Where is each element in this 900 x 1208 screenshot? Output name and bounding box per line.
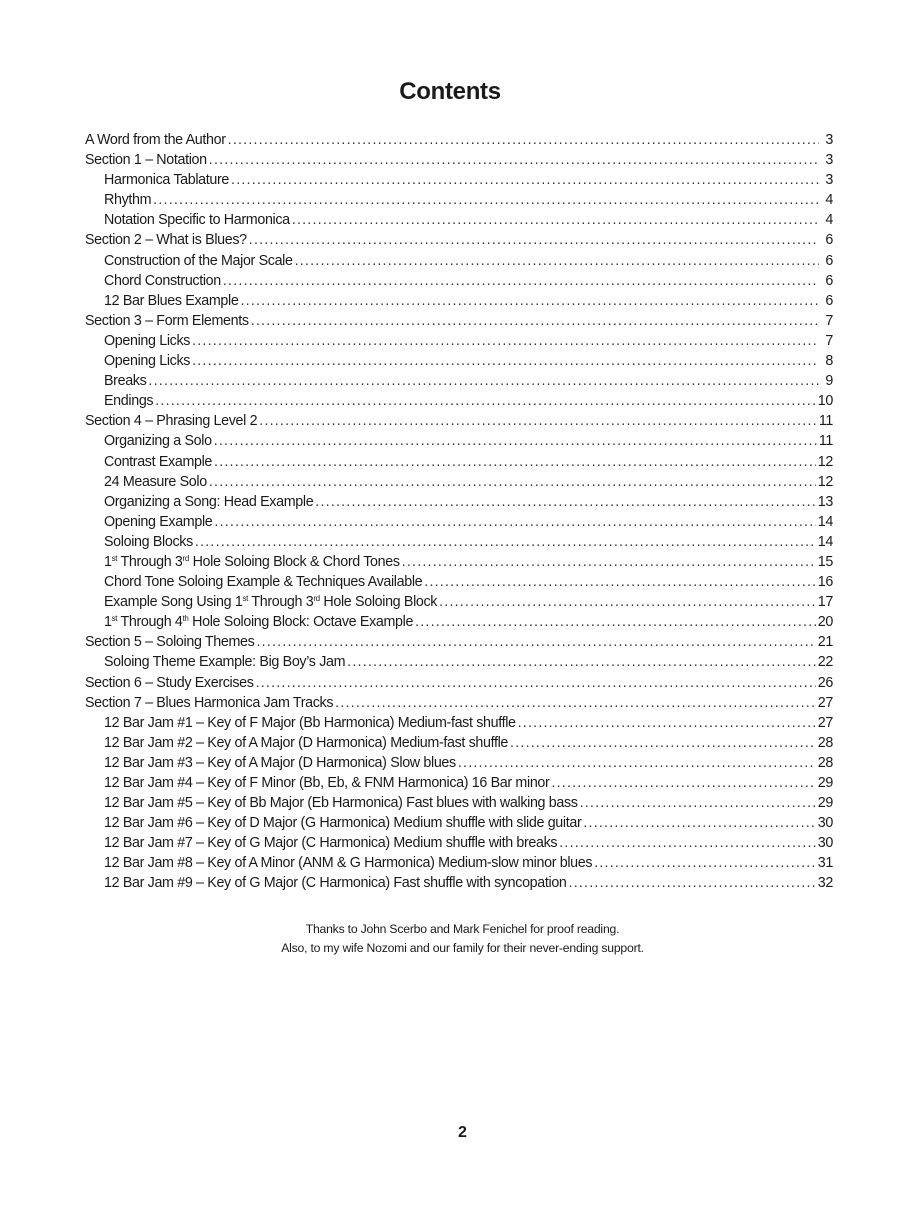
dot-leader [256, 632, 815, 652]
dot-leader [439, 592, 816, 612]
label-text: Through 3 [247, 594, 314, 611]
toc-page-number: 10 [817, 393, 833, 410]
toc-page-number: 22 [817, 654, 833, 671]
label-text: Hole Soloing Block: Octave Example [188, 614, 414, 631]
toc-page-number: 29 [817, 775, 833, 791]
toc-page-number: 30 [817, 835, 833, 852]
toc-page-number: 15 [817, 553, 833, 570]
toc-subentry [85, 833, 833, 853]
toc-page-number: 3 [825, 152, 833, 169]
toc-section-entry [85, 230, 833, 250]
ordinal-suffix: st [242, 594, 248, 604]
ordinal-suffix: rd [182, 553, 189, 563]
toc-entry-label: 12 Bar Jam #4 – Key of F Minor (Bb, Eb, & FNM Harmonica) 16 Bar minor [104, 775, 550, 791]
toc-subentry [85, 271, 833, 291]
toc-entry-label: Section 6 – Study Exercises [85, 674, 254, 691]
toc-page-number: 30 [817, 815, 833, 832]
toc-entry-label: Endings [104, 393, 154, 410]
label-text: 1 [104, 614, 112, 631]
dot-leader [583, 813, 815, 833]
toc-entry-label: Rhythm [104, 192, 152, 209]
toc-entry-label: 12 Bar Jam #6 – Key of D Major (G Harmonica) Medium shuffle with slide guitar [104, 815, 582, 832]
ordinal-suffix: rd [313, 594, 320, 604]
toc-entry-label: Organizing a Song: Head Example [104, 493, 314, 510]
toc-subentry [85, 652, 833, 672]
label-text: Hole Soloing Block [319, 594, 438, 611]
dot-leader [256, 673, 816, 693]
toc-page-number: 13 [817, 493, 833, 510]
dot-leader [347, 652, 816, 672]
dot-leader [214, 512, 815, 532]
toc-subentry [85, 592, 833, 612]
dot-leader [155, 391, 816, 411]
toc-page-number: 12 [817, 453, 833, 470]
toc-page-number: 21 [817, 634, 833, 651]
dot-leader [240, 291, 819, 311]
page-number: 2 [458, 1124, 467, 1141]
toc-page-number: 7 [825, 312, 833, 329]
toc-entry-label: Section 1 – Notation [85, 152, 207, 169]
dot-leader [580, 793, 816, 813]
dot-leader [518, 713, 816, 733]
toc-page-number: 6 [825, 292, 833, 309]
toc-page-number: 6 [825, 252, 833, 269]
toc-page-number: 29 [817, 795, 833, 812]
toc-page-number: 14 [817, 533, 833, 550]
ordinal-suffix: st [111, 614, 118, 624]
toc-entry-label: Section 4 – Phrasing Level 2 [85, 413, 258, 430]
toc-page-number: 4 [825, 192, 833, 209]
toc-page-number: 32 [817, 875, 833, 892]
toc-page-number: 3 [825, 132, 833, 148]
toc-section-entry [85, 673, 833, 693]
toc-subentry [85, 251, 833, 271]
toc-subentry [85, 733, 833, 753]
dot-leader [231, 170, 819, 190]
dot-leader [195, 532, 816, 552]
toc-subentry [85, 351, 833, 371]
toc-section-entry [85, 150, 833, 170]
toc-entry-label: 12 Bar Jam #8 – Key of A Minor (ANM & G Harmonica) Medium-slow minor blues [104, 855, 593, 872]
label-text: Hole Soloing Block & Chord Tones [188, 553, 400, 570]
toc-page-number: 28 [817, 734, 833, 751]
toc-section-entry [85, 632, 833, 652]
toc-entry-label: Opening Licks [104, 353, 191, 370]
dot-leader [415, 612, 816, 632]
toc-subentry [85, 572, 833, 592]
toc-page-number: 27 [817, 714, 833, 731]
toc-section-entry [85, 130, 833, 150]
toc-page-number: 8 [825, 353, 833, 370]
toc-subentry [85, 873, 833, 893]
toc-entry-label: Chord Tone Soloing Example & Techniques Available [104, 574, 423, 591]
toc-subentry [85, 612, 833, 632]
toc-entry-label: 12 Bar Jam #7 – Key of G Major (C Harmonica) Medium shuffle with breaks [104, 835, 558, 852]
toc-entry-label: Notation Specific to Harmonica [104, 212, 290, 229]
toc-subentry [85, 170, 833, 190]
dot-leader [569, 873, 816, 893]
toc-subentry [85, 210, 833, 230]
acknowledgement-line: Also, to my wife Nozomi and our family for their never-ending support. [281, 941, 644, 955]
dot-leader [209, 150, 819, 170]
toc-subentry [85, 552, 833, 572]
toc-page-number: 26 [817, 674, 833, 691]
toc-page-number: 20 [817, 614, 833, 631]
dot-leader [335, 693, 816, 713]
page-title: Contents [399, 78, 501, 105]
toc-subentry [85, 813, 833, 833]
toc-page-number: 28 [817, 754, 833, 771]
dot-leader [594, 853, 816, 873]
toc-entry-label: Breaks [104, 373, 147, 390]
dot-leader [249, 230, 819, 250]
toc-subentry [85, 512, 833, 532]
toc-entry-label: Soloing Blocks [104, 533, 193, 550]
dot-leader [228, 130, 819, 150]
dot-leader [209, 472, 816, 492]
toc-subentry [85, 793, 833, 813]
toc-entry-label: Section 2 – What is Blues? [85, 232, 247, 249]
table-of-contents [85, 130, 833, 894]
acknowledgements [0, 920, 900, 958]
dot-leader [214, 431, 817, 451]
toc-entry-label: 12 Bar Jam #1 – Key of F Major (Bb Harmonica) Medium-fast shuffle [104, 714, 516, 731]
toc-subentry [85, 291, 833, 311]
toc-page-number: 11 [818, 433, 833, 450]
toc-subentry [85, 190, 833, 210]
toc-entry-label: Contrast Example [104, 453, 213, 470]
toc-subentry [85, 753, 833, 773]
label-text: Through 4 [117, 614, 183, 631]
toc-subentry [85, 713, 833, 733]
ordinal-suffix: th [182, 614, 189, 624]
toc-page-number: 6 [825, 232, 833, 249]
dot-leader [153, 190, 819, 210]
toc-subentry [85, 391, 833, 411]
toc-entry-label: Organizing a Solo [104, 433, 212, 450]
label-text: 1 [104, 553, 112, 570]
label-text: Through 3 [117, 553, 183, 570]
toc-subentry [85, 431, 833, 451]
toc-page-number: 17 [817, 594, 833, 611]
toc-subentry [85, 472, 833, 492]
dot-leader [510, 733, 816, 753]
acknowledgement-line: Thanks to John Scerbo and Mark Fenichel for proof reading. [305, 922, 620, 936]
toc-entry-label: 12 Bar Blues Example [104, 292, 239, 309]
toc-entry-label [104, 552, 400, 572]
toc-page-number: 6 [825, 272, 833, 289]
toc-page-number: 31 [817, 855, 833, 872]
toc-entry-label: Opening Example [104, 513, 213, 530]
ordinal-suffix: st [111, 553, 118, 563]
toc-entry-label: Section 3 – Form Elements [85, 312, 249, 329]
dot-leader [424, 572, 816, 592]
toc-page-number: 12 [817, 473, 833, 490]
toc-page-number: 3 [825, 172, 833, 189]
toc-entry-label: Chord Construction [104, 272, 221, 289]
toc-section-entry [85, 311, 833, 331]
dot-leader [148, 371, 819, 391]
toc-entry-label: 12 Bar Jam #5 – Key of Bb Major (Eb Harmonica) Fast blues with walking bass [104, 795, 578, 812]
toc-subentry [85, 371, 833, 391]
toc-page-number: 16 [817, 574, 833, 591]
toc-section-entry [85, 693, 833, 713]
dot-leader [292, 210, 819, 230]
toc-page-number: 4 [825, 212, 833, 229]
toc-entry-label [104, 592, 437, 612]
dot-leader [551, 773, 815, 793]
toc-page-number: 14 [817, 513, 833, 530]
toc-entry-label: Soloing Theme Example: Big Boy’s Jam [104, 654, 346, 671]
toc-subentry [85, 452, 833, 472]
dot-leader [259, 411, 817, 431]
dot-leader [295, 251, 819, 271]
toc-page-number: 27 [817, 694, 833, 711]
toc-page-number: 9 [825, 373, 833, 390]
toc-entry-label: Opening Licks [104, 332, 191, 349]
toc-entry-label: 12 Bar Jam #3 – Key of A Major (D Harmonica) Slow blues [104, 754, 456, 771]
toc-entry-label: 12 Bar Jam #9 – Key of G Major (C Harmonica) Fast shuffle with syncopation [104, 875, 567, 892]
dot-leader [559, 833, 816, 853]
toc-subentry [85, 773, 833, 793]
dot-leader [402, 552, 816, 572]
toc-section-entry [85, 411, 833, 431]
label-text: Example Song Using 1 [104, 594, 243, 611]
toc-entry-label [104, 612, 413, 632]
toc-entry-label: A Word from the Author [85, 132, 226, 148]
toc-page-number: 11 [818, 413, 833, 430]
toc-entry-label: Construction of the Major Scale [104, 252, 293, 269]
dot-leader [214, 452, 816, 472]
toc-entry-label: 24 Measure Solo [104, 473, 207, 490]
dot-leader [223, 271, 819, 291]
toc-subentry [85, 492, 833, 512]
dot-leader [458, 753, 816, 773]
toc-subentry [85, 532, 833, 552]
toc-entry-label: Section 5 – Soloing Themes [85, 634, 255, 651]
dot-leader [251, 311, 819, 331]
toc-entry-label: Harmonica Tablature [104, 172, 230, 189]
toc-subentry [85, 331, 833, 351]
toc-entry-label: Section 7 – Blues Harmonica Jam Tracks [85, 694, 334, 711]
toc-subentry [85, 853, 833, 873]
toc-entry-label: 12 Bar Jam #2 – Key of A Major (D Harmonica) Medium-fast shuffle [104, 734, 509, 751]
dot-leader [192, 331, 819, 351]
dot-leader [315, 492, 816, 512]
toc-page-number: 7 [825, 332, 833, 349]
dot-leader [192, 351, 819, 371]
